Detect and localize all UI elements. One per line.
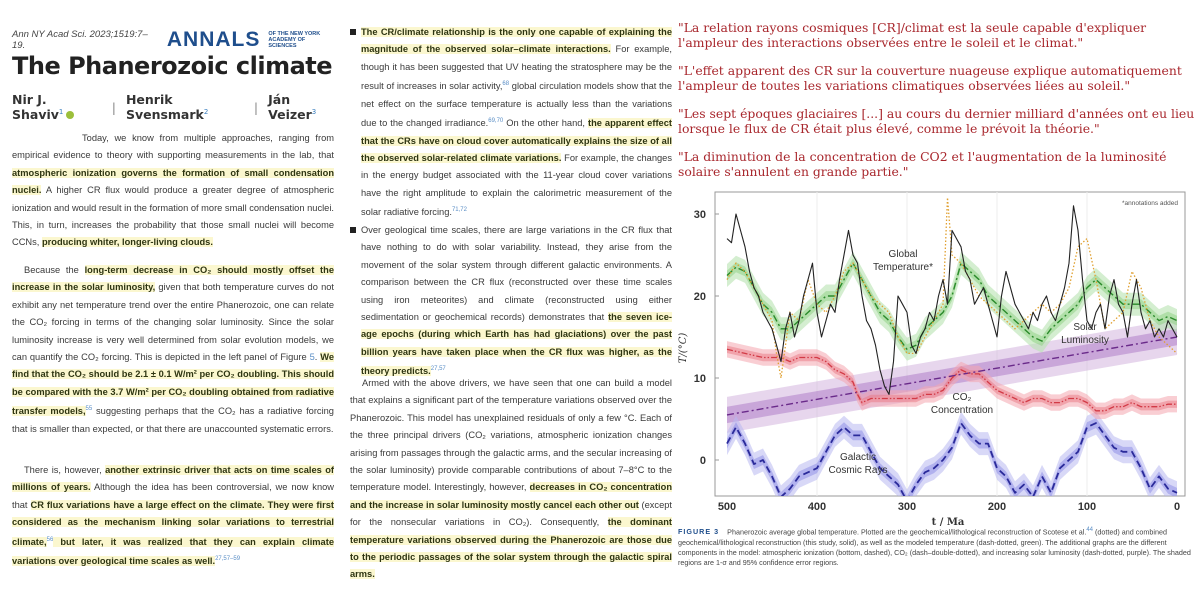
svg-text:Cosmic Rays: Cosmic Rays bbox=[828, 465, 888, 476]
bullet-square-icon bbox=[350, 227, 356, 233]
svg-text:20: 20 bbox=[693, 291, 706, 303]
svg-text:500: 500 bbox=[717, 501, 737, 513]
bullet-cr-climate: The CR/climate relationship is the only one capable of explaining the magnitude of the observed solar–climate interactions. For example, though it has been suggested that UV heating the stratosphere may be the result of increases in solar activity,$^{68}$ global circulation models show that the net effect on the surface temperature is actually less than the variations due to the changed irradiance.$^{69,70}$ On the other hand, the apparent effect that the CRs have on cloud cover automatically explains the size of all the observed solar-related climate variations. For example, the changes in the energy budget associated with the 11-year cloud cover variations have the right amplitude to explain the calorimetric measurement of the solar radiative forcing.$^{71,72}$ bbox=[350, 24, 672, 222]
svg-text:Temperature*: Temperature* bbox=[872, 262, 934, 273]
paragraph-drivers: Armed with the above drivers, we have seen that one can build a model that explains a significant part of the temperature variations observed over the Phanerozoic. This model has unexplained residuals of only a few °C. Each of the three principal drivers (CO₂ variations, atmospheric ionization changes arising from passages through the galactic arms, and the secular increasing of the solar luminosity) provide comparable contributions of about 7–8°C to the temperature model. Interestingly, however, decreases in CO₂ concentration and the increase in solar luminosity mostly cancel each other out (except for the nonsecular variations in CO₂). Consequently, the dominant temperature variations observed during the Phanerozoic are those due to the periodic passages of the solar system through the galactic spiral arms. bbox=[350, 378, 673, 580]
reference-link[interactable]: 44 bbox=[1086, 527, 1094, 533]
quotes-and-figure bbox=[678, 0, 1200, 600]
highlight: atmospheric ionization governs the formation of small condensation nuclei. bbox=[12, 167, 334, 196]
highlight: but later, it was realized that they can explain climate variations over geological time scales as well. bbox=[12, 536, 334, 567]
author[interactable]: Henrik Svensmark$^2$ bbox=[125, 92, 209, 122]
author-list bbox=[12, 92, 334, 122]
highlight: producing whiter, longer-living clouds. bbox=[41, 237, 213, 248]
reference-link[interactable]: 69,70 bbox=[488, 118, 504, 125]
reference-link[interactable]: 27,57 bbox=[430, 366, 446, 373]
paper-title: The Phanerozoic climate bbox=[12, 52, 333, 80]
journal-header bbox=[12, 28, 334, 52]
highlight: We find that the CO₂ should be 2.1 ± 0.1 W/m² per CO₂ doubling. This should be compared with the 3.7 W/m² per CO₂ doubling obtained from radiative transfer models, bbox=[12, 352, 334, 417]
svg-text:10: 10 bbox=[693, 373, 706, 385]
reference-link[interactable]: 71,72 bbox=[451, 207, 467, 214]
french-quote-2: "L'effet apparent des CR sur la couverture nuageuse explique automatiquement l'ampleur de toutes les variations climatiques observées liées au soleil." bbox=[678, 63, 1182, 93]
paragraph-co2: Because the long-term decrease in CO₂ should mostly offset the increase in the solar luminosity, given that both temperature curves do not exhibit any net temperature trend over the entire Phanerozoic, one can relate the CO₂ forcing in terms of the changing solar luminosity. Since the solar luminosity increase is very well determined from solar evolution models, we can quantify the CO₂ forcing. This is depicted in the left panel of Figure 5. We find that the CO₂ should be 2.1 ± 0.1 W/m² per CO₂ doubling. This should be compared with the 3.7 W/m² per CO₂ doubling obtained from radiative transfer models,$^{55}$ suggesting perhaps that the CO₂ has a radiative forcing that is smaller than expected, or that there are unaccounted systematic errors. bbox=[12, 265, 334, 434]
label-co2: CO₂ bbox=[952, 392, 972, 403]
paragraph-extrinsic-driver: There is, however, another extrinsic driver that acts on time scales of millions of years. Although the idea has been controversial, we now know that CR flux variations have a large effect on the climate. They were first considered as the mechanism linking solar variations to terrestrial climate,$^{56}$ but later, it was realized that they can explain climate variations over geological time scales as well.$^{27,57-59}$ bbox=[12, 465, 334, 567]
highlight: the apparent effect that the CRs have on cloud cover automatically explains the size of all the observed solar-related climate variations. bbox=[361, 118, 672, 164]
label-global-temperature: Global bbox=[888, 249, 918, 260]
author-separator: | bbox=[111, 99, 116, 115]
y-axis-label: T/(°C) bbox=[678, 332, 689, 364]
figure-link[interactable]: 5 bbox=[309, 352, 315, 363]
highlight: long-term decrease in CO₂ should mostly offset the increase in the solar luminosity, bbox=[12, 265, 334, 293]
paragraph-ionization: Today, we know from multiple approaches, ranging from empirical evidence to theory with supporting measurements in the lab, that atmospheric ionization governs the formation of small condensation nuclei. A higher CR flux would produce a greater degree of atmospheric ionization and would result in the formation of more small condensation nuclei. This, in turn, increases the probability that those small nuclei will become CCNs, producing whiter, longer-living clouds. bbox=[12, 133, 334, 248]
citation: Ann NY Acad Sci. 2023;1519:7–19. bbox=[12, 29, 148, 51]
reference-link[interactable]: 55 bbox=[85, 406, 93, 413]
svg-text:30: 30 bbox=[693, 209, 706, 221]
bullet-square-icon bbox=[350, 29, 356, 35]
article-column-middle bbox=[350, 0, 672, 600]
journal-logo: ANNALS bbox=[166, 28, 261, 51]
svg-text:100: 100 bbox=[1077, 501, 1097, 513]
label-solar-luminosity: Solar bbox=[1073, 322, 1097, 333]
author-separator: | bbox=[253, 99, 259, 115]
svg-text:300: 300 bbox=[897, 501, 917, 513]
highlight: decreases in CO₂ concentration and the increase in solar luminosity mostly cancel each other out bbox=[350, 482, 673, 510]
svg-text:Luminosity: Luminosity bbox=[1061, 335, 1109, 346]
svg-text:200: 200 bbox=[987, 501, 1007, 513]
highlight: CR flux variations have a large effect on the climate. They were first considered as the mechanism linking solar variations to terrestrial climate, bbox=[12, 499, 334, 547]
french-quote-3: "Les sept époques glaciaires [...] au cours du dernier milliard d'années ont eu lieu lorsque le flux de CR était plus élevé, comme le prévoit la théorie." bbox=[678, 106, 1195, 136]
highlight: another extrinsic driver that acts on time scales of millions of years. bbox=[12, 465, 334, 493]
x-axis-label: t / Ma bbox=[931, 517, 965, 528]
author[interactable]: Nir J. Shaviv$^1$ bbox=[12, 92, 102, 122]
label-gcr: Galactic bbox=[839, 452, 877, 463]
temperature-chart-svg bbox=[678, 188, 1200, 528]
reference-link[interactable]: 27,57–59 bbox=[215, 556, 241, 563]
reference-link[interactable]: 56 bbox=[46, 536, 54, 543]
french-quote-1: "La relation rayons cosmiques [CR]/climat est la seule capable d'expliquer l'ampleur des interactions observées entre le soleil et le climat." bbox=[678, 20, 1147, 50]
reference-link[interactable]: 68 bbox=[502, 81, 510, 88]
y-axis bbox=[694, 209, 706, 467]
author[interactable]: Ján Veizer$^3$ bbox=[268, 92, 317, 122]
highlight: the seven ice-age epochs (during which Earth has had glaciations) over the past billion years have taken place when the CR flux was higher, as the theory predicts. bbox=[361, 312, 672, 377]
figure-caption: FIGURE 3 Phanerozoic average global temperature. Plotted are the geochemical/lithological reconstruction of Scotese et al.$^{44}$ (dotted) and combined geochemical/lithological reconstruction (this study, solid), as well as the modeled temperature (dash-dotted, green). The additional graphs are the different components in the model: atmospheric ionization (bottom, dashed), CO₂ (dash–double-dotted), and increasing solar luminosity (dash-dotted, purple). The shaded regions are 1-σ and 95% confidence error regions. bbox=[678, 527, 1191, 567]
svg-text:0: 0 bbox=[1173, 501, 1181, 513]
highlight: The CR/climate relationship is the only one capable of explaining the magnitude of the observed solar–climate interactions. bbox=[361, 27, 672, 55]
svg-text:0: 0 bbox=[699, 455, 706, 467]
figure-label: FIGURE 3 bbox=[678, 527, 720, 537]
x-axis bbox=[718, 501, 1180, 513]
figure-3-chart bbox=[678, 188, 1200, 528]
orcid-icon[interactable] bbox=[66, 111, 74, 119]
svg-text:400: 400 bbox=[807, 501, 827, 513]
annotation-note: *annotations added bbox=[1121, 200, 1178, 207]
article-column-left bbox=[12, 0, 334, 600]
highlight: the dominant temperature variations observed during the Phanerozoic are those due to the periodic passages of the solar system through the galactic spiral arms. bbox=[350, 517, 672, 580]
bullet-geological-timescales: Over geological time scales, there are large variations in the CR flux that have nothing to do with solar variability. Instead, they arise from the movement of the solar system through different galactic environments. A comparison between the CR flux (reconstructed over these time scales using iron meteorites) and climate (reconstructed using either sedimentation or geochemical records) demonstrates that the seven ice-age epochs (during which Earth has had glaciations) over the past billion years have taken place when the CR flux was higher, as the theory predicts.$^{27,57}$ bbox=[350, 222, 672, 381]
svg-text:Concentration: Concentration bbox=[930, 405, 994, 416]
journal-subtitle: OF THE NEW YORK ACADEMY OF SCIENCES bbox=[268, 31, 321, 49]
french-quote-4: "La diminution de la concentration de CO2 et l'augmentation de la luminosité solaire s'annulent en grande partie." bbox=[678, 149, 1167, 179]
